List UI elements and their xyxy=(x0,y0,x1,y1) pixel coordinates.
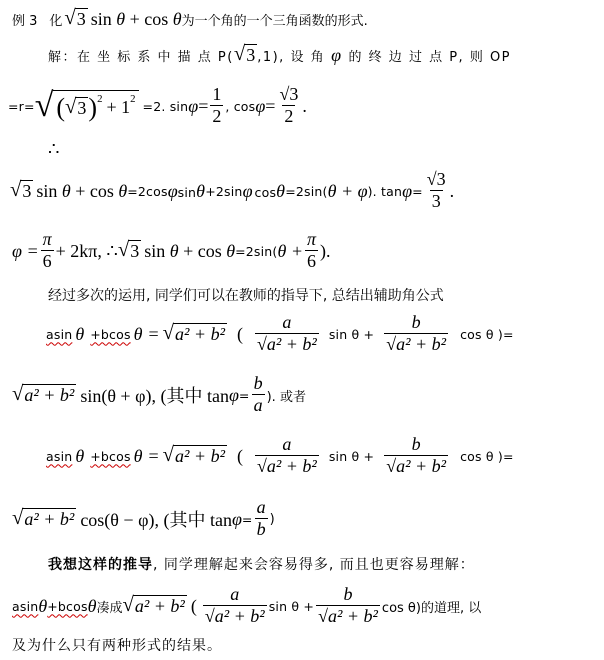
d-p2: sinθ xyxy=(177,180,206,201)
sqrt3-c: √ 3 xyxy=(117,239,140,262)
r2-expr: cos(θ − φ), (其中 tan xyxy=(80,510,232,530)
r2-eq: = xyxy=(241,511,253,527)
d-phi1: φ xyxy=(167,180,178,201)
d-p7: ). tan xyxy=(367,183,403,199)
r1-expr: sin(θ + φ), (其中 tan xyxy=(80,386,229,406)
tan-frac: $\frac{√3}{3}$ xyxy=(426,169,446,212)
derivation-line: √ 3 sin θ + cos θ =2cos φ sinθ +2sin φ cosθ =2sin( θ + φ ). tan φ = $\frac{√3}{3}$ . xyxy=(10,169,455,212)
f2-frac-a: $\frac{a}{\text{√a² + b²}}$ xyxy=(256,434,317,477)
d-p4: cosθ xyxy=(254,180,286,201)
example-label: 例 3 xyxy=(12,13,38,29)
f2-bcos: +bcos xyxy=(90,448,131,464)
c-sqrt: √ a² + b² xyxy=(122,594,185,617)
f2-sqrt: √ a² + b² xyxy=(162,444,225,467)
c-theta2: θ xyxy=(87,595,97,616)
f1-cos: cos θ )= xyxy=(460,326,514,342)
closing-line-1 xyxy=(48,552,475,576)
f1-theta1: θ xyxy=(75,323,85,344)
sin-frac: $\frac{1}{2}$ xyxy=(212,84,222,127)
d-phi2: φ xyxy=(242,180,253,201)
f2-open: ( xyxy=(236,445,243,466)
sin-eq: = xyxy=(198,95,209,116)
c-open: ( xyxy=(190,595,197,616)
f2-sin: sin θ + xyxy=(328,448,375,464)
f1-open: ( xyxy=(236,323,243,344)
d-p8: = xyxy=(412,183,423,199)
f1-bcos: +bcos xyxy=(90,326,131,342)
point-sqrt3: √ 3 xyxy=(233,43,256,66)
result-1 xyxy=(12,370,306,420)
c-frac-a: $\frac{a}{\text{√a² + b²}}$ xyxy=(204,584,265,627)
d-phi3: φ xyxy=(402,180,413,201)
op-line: =r= √ ( √ 3 ) $^2$ + 1 $^2$ =2. sin φ = $\frac{1}{2}$ , cos φ = $\frac{√3}{2}$ . xyxy=(8,84,307,127)
c-theta1: θ xyxy=(38,595,48,616)
phi-line xyxy=(12,226,331,276)
c-asin: asin xyxy=(12,598,39,614)
sqrt3-b: √ 3 xyxy=(10,179,32,202)
intro-text: 化 xyxy=(49,13,63,29)
phi-symbol: φ xyxy=(331,44,343,65)
c-bcos: +bcos xyxy=(47,598,88,614)
r2-tail: ) xyxy=(269,511,275,527)
r1-phi: φ xyxy=(228,384,239,405)
phi-eq: φ = xyxy=(12,240,39,261)
d-p3: +2sin xyxy=(205,183,243,199)
pi-over-6-b: $\frac{\pi}{6}$ xyxy=(306,229,317,272)
f2-asin: asin xyxy=(46,448,73,464)
op-result: =2. sin xyxy=(142,98,189,114)
paragraph-text: 经过多次的运用, 同学们可以在教师的指导下, 总结出辅助角公式 xyxy=(48,288,444,304)
therefore-symbol: ∴ xyxy=(48,138,60,159)
solution-rest2: 的 终 边 过 点 P, 则 OP xyxy=(348,49,512,65)
r2-phi: φ xyxy=(231,508,242,529)
expr-sin: sin θ + cos θ xyxy=(90,8,182,29)
closing-text: , 同学理解起来会容易得多, 而且也更容易理解： xyxy=(153,557,475,573)
sqrt3: √ 3 xyxy=(64,7,86,30)
theta-plus: θ + xyxy=(277,240,303,261)
pi-over-6: $\frac{\pi}{6}$ xyxy=(42,229,52,272)
op-prefix: =r= xyxy=(8,98,35,114)
c-text: 凑成 xyxy=(96,600,123,616)
lhs-expr-2: sin θ + cos θ xyxy=(144,240,236,261)
example-header xyxy=(12,6,368,32)
cos-frac: $\frac{√3}{2}$ xyxy=(279,84,299,127)
f2-theta2: θ xyxy=(133,445,143,466)
c-frac-b: $\frac{b}{\text{√a² + b²}}$ xyxy=(318,584,378,627)
d-p6: θ + φ xyxy=(327,180,368,201)
rhs-2sin: =2sin( xyxy=(235,243,278,259)
f1-asin: asin xyxy=(46,326,73,342)
formula-2 xyxy=(46,428,514,484)
f1-sqrt: √ a² + b² xyxy=(162,322,225,345)
solution-rest1: ,1), 设 角 xyxy=(257,49,326,65)
therefore-2: , ∴ xyxy=(97,240,118,261)
r1-eq: = xyxy=(238,387,250,403)
closing-line-3: 及为什么只有两种形式的结果。 xyxy=(12,638,222,654)
f2-theta1: θ xyxy=(75,445,85,466)
phi-1: φ xyxy=(188,95,199,116)
f2-eq: = xyxy=(148,445,159,466)
r1-tail: ). 或者 xyxy=(266,389,306,405)
r1-frac: $\frac{b}{a}$ xyxy=(253,373,263,416)
solution-lead: 解：在 坐 标 系 中 描 点 P( xyxy=(48,49,234,65)
r1-sqrt: √ a² + b² xyxy=(12,383,75,406)
c-sin: sin θ + xyxy=(268,598,315,614)
f1-frac-a: $\frac{a}{\text{√a² + b²}}$ xyxy=(256,312,317,355)
closing-bold: 我想这样的推导 xyxy=(48,557,153,573)
result-2 xyxy=(12,494,275,544)
op-radical: √ ( √ 3 ) $^2$ + 1 $^2$ xyxy=(35,89,139,123)
phi-2: φ xyxy=(255,95,266,116)
formula-1 xyxy=(46,306,514,362)
f1-theta2: θ xyxy=(133,323,143,344)
f2-frac-b: $\frac{b}{\text{√a² + b²}}$ xyxy=(386,434,447,477)
header-tail: 为一个角的一个三角函数的形式. xyxy=(181,13,368,29)
close-paren: ). xyxy=(320,240,331,261)
f1-frac-b: $\frac{b}{\text{√a² + b²}}$ xyxy=(386,312,447,355)
plus-2kpi: + 2kπ xyxy=(55,240,98,261)
cos-label: , cos xyxy=(225,98,256,114)
r2-frac: $\frac{a}{b}$ xyxy=(256,497,266,540)
d-p5: =2sin( xyxy=(285,183,328,199)
closing-line-2 xyxy=(12,578,481,634)
f2-cos: cos θ )= xyxy=(460,448,514,464)
d-p1: =2cos xyxy=(127,183,168,199)
solution-line xyxy=(48,40,511,70)
c-tail: cos θ)的道理, 以 xyxy=(381,600,482,616)
lhs-expr: sin θ + cos θ xyxy=(36,180,128,201)
f1-sin: sin θ + xyxy=(328,326,375,342)
f1-eq: = xyxy=(148,323,159,344)
r2-sqrt: √ a² + b² xyxy=(12,507,75,530)
